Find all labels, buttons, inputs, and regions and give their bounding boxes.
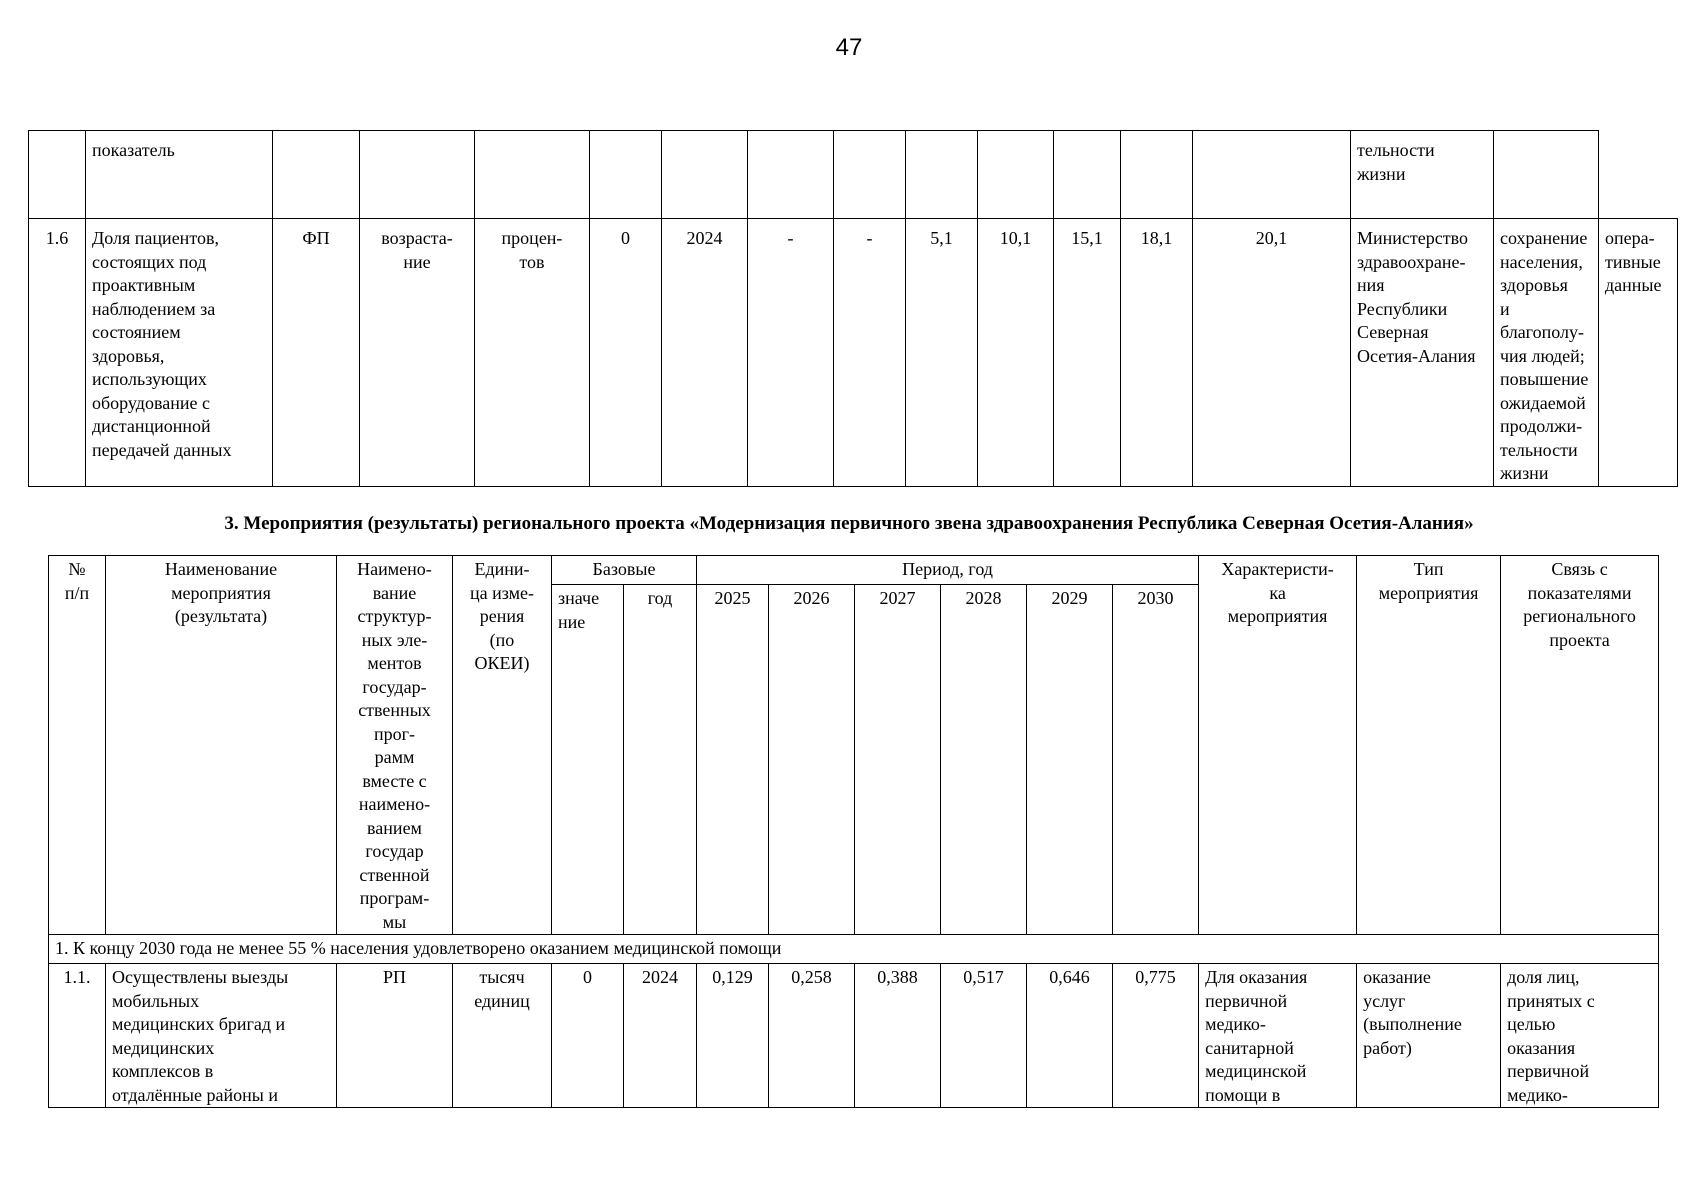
- unit-cell: тысяч единиц: [453, 964, 552, 1108]
- value-cell: 15,1: [1054, 219, 1121, 487]
- header-structural-elements: Наимено- вание структур- ных эле- ментов государ- ственных прог- рамм вместе с наимено- ванием государ ственной програм- мы: [337, 556, 453, 935]
- header-period: Период, год: [697, 556, 1199, 585]
- header-row: [49, 556, 1659, 585]
- trend-cell: возраста- ние: [360, 219, 475, 487]
- indicators-table-continued: [28, 130, 1678, 487]
- base-year-cell: 2024: [624, 964, 697, 1108]
- header-base: Базовые: [552, 556, 697, 585]
- indicator-name-cell: Доля пациентов, состоящих под проактивным наблюдением за состоянием здоровья, использующих оборудование с дистанционной передачей данных: [86, 219, 273, 487]
- group-row: [49, 935, 1659, 964]
- indicator-name-cell: показатель: [86, 131, 273, 219]
- value-cell: 18,1: [1121, 219, 1193, 487]
- responsible-cell: Министерство здравоохране- ния Республики Северная Осетия-Алания: [1351, 219, 1494, 487]
- header-year: 2029: [1027, 585, 1113, 935]
- characteristic-cell: Для оказания первичной медико- санитарной медицинской помощи в: [1199, 964, 1357, 1108]
- link-cell: доля лиц, принятых с целью оказания первичной медико-: [1501, 964, 1659, 1108]
- row-number-cell: 1.1.: [49, 964, 106, 1108]
- row-number-cell: 1.6: [29, 219, 86, 487]
- value-cell: -: [748, 219, 834, 487]
- structural-element-cell: РП: [337, 964, 453, 1108]
- header-characteristic: Характеристи- ка мероприятия: [1199, 556, 1357, 935]
- section-title: 3. Мероприятия (результаты) регионального проекта «Модернизация первичного звена здравоохранения Республика Северная Осетия-Алания»: [224, 513, 1474, 534]
- value-cell: 20,1: [1193, 219, 1351, 487]
- value-cell: 0,517: [941, 964, 1027, 1108]
- header-base-year: год: [624, 585, 697, 935]
- activities-table: [48, 555, 1659, 1108]
- base-value-cell: 0: [552, 964, 624, 1108]
- base-value-cell: 0: [590, 219, 662, 487]
- header-base-value: значе ние: [552, 585, 624, 935]
- header-year: 2030: [1113, 585, 1199, 935]
- header-year: 2026: [769, 585, 855, 935]
- header-link: Связь с показателями регионального проекта: [1501, 556, 1659, 935]
- header-year: 2027: [855, 585, 941, 935]
- header-year: 2028: [941, 585, 1027, 935]
- header-number: № п/п: [49, 556, 106, 935]
- value-cell: 0,646: [1027, 964, 1113, 1108]
- value-cell: 0,258: [769, 964, 855, 1108]
- header-year: 2025: [697, 585, 769, 935]
- data-source-cell: опера- тивные данные: [1599, 219, 1678, 487]
- goal-cell: сохранение населения, здоровья и благополу- чия людей; повышение ожидаемой продолжи- тельности жизни: [1494, 219, 1599, 487]
- activity-type-cell: оказание услуг (выполнение работ): [1357, 964, 1501, 1108]
- value-cell: 0,129: [697, 964, 769, 1108]
- header-unit: Едини- ца изме- рения (по ОКЕИ): [453, 556, 552, 935]
- table-row: [49, 964, 1659, 1108]
- value-cell: 5,1: [906, 219, 978, 487]
- header-activity-name: Наименование мероприятия (результата): [106, 556, 337, 935]
- group-title: 1. К концу 2030 года не менее 55 % населения удовлетворено оказанием медицинской помощи: [49, 935, 1659, 964]
- activity-name-cell: Осуществлены выезды мобильных медицинских бригад и медицинских комплексов в отдалённые районы и: [106, 964, 337, 1108]
- goal-cell: тельности жизни: [1351, 131, 1494, 219]
- header-activity-type: Тип мероприятия: [1357, 556, 1501, 935]
- level-cell: ФП: [273, 219, 360, 487]
- table-row: [29, 131, 1678, 219]
- value-cell: 0,775: [1113, 964, 1199, 1108]
- value-cell: -: [834, 219, 906, 487]
- value-cell: 0,388: [855, 964, 941, 1108]
- base-year-cell: 2024: [662, 219, 748, 487]
- table-row: [29, 219, 1678, 487]
- page-number: 47: [835, 34, 863, 61]
- unit-cell: процен- тов: [475, 219, 590, 487]
- value-cell: 10,1: [978, 219, 1054, 487]
